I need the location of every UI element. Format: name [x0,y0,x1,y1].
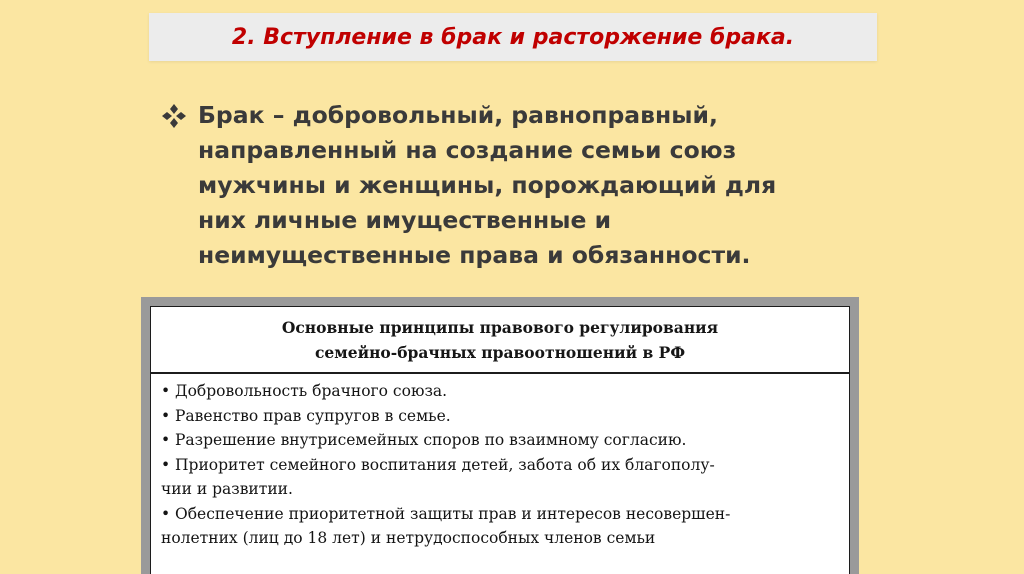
bullet-dot: • [161,382,171,400]
list-item [161,453,837,478]
list-item [161,379,837,404]
definition-line: Брак – добровольный, равноправный, [198,101,718,129]
list-item-text: Приоритет семейного воспитания детей, забота об их благополу- [175,455,715,474]
bullet-dot: • [161,504,171,523]
list-item [161,404,837,429]
list-item-continuation: чии и развитии. [161,480,293,498]
table-heading-line: семейно-брачных правоотношений в РФ [314,342,686,362]
list-item-text: Равенство прав супругов в семье. [175,406,451,425]
list-item-text: Добровольность брачного союза. [175,382,448,400]
bullet-dot: • [161,431,171,449]
definition-line: них личные имущественные и [198,206,612,234]
list-item-continuation: нолетних (лиц до 18 лет) и нетрудоспособных членов семьи [161,529,656,547]
definition-block [160,98,860,273]
definition-line: мужчины и женщины, порождающий для [198,171,777,199]
list-item-text: Разрешение внутрисемейных споров по взаимному согласию. [175,431,687,449]
list-item-text: Обеспечение приоритетной защиты прав и интересов несовершен- [175,504,731,523]
principles-table-heading [151,307,849,374]
definition-line: неимущественные права и обязанности. [198,241,751,269]
diamond-bullet-icon [160,102,188,130]
bullet-dot: • [161,455,171,474]
definition-line: направленный на создание семьи союз [198,136,737,164]
list-item [161,428,837,453]
principles-table-frame [141,297,859,574]
slide-title: 2. Вступление в брак и расторжение брака. [231,24,795,50]
table-heading-line: Основные принципы правового регулирования [281,317,719,337]
principles-list [151,374,849,551]
principles-table [150,306,850,574]
definition-text [198,98,776,273]
slide-title-bar [149,13,877,61]
bullet-dot: • [161,406,171,425]
list-item [161,502,837,527]
